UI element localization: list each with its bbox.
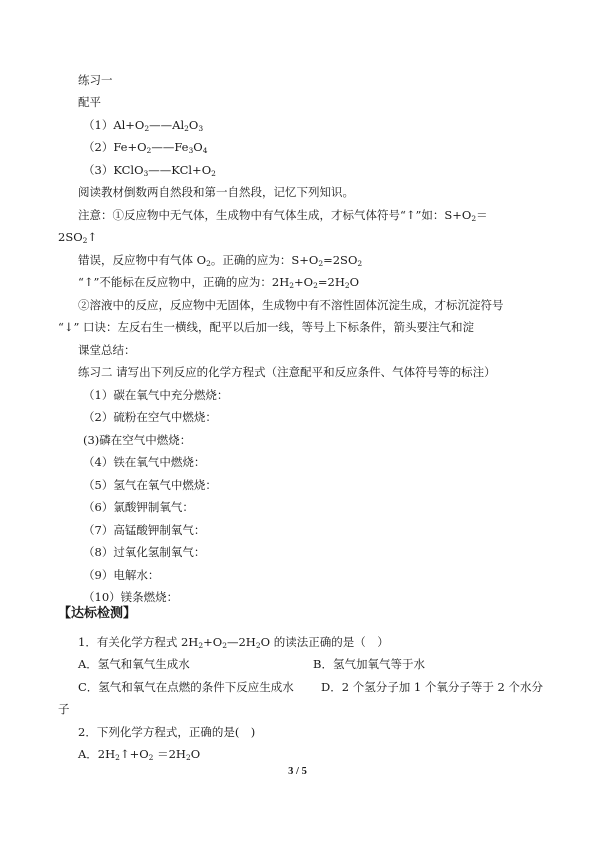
text-run: +O xyxy=(203,635,223,649)
text-run: （7）高锰酸钾制氧气： xyxy=(83,523,206,537)
text-run: （1）Al+O xyxy=(83,118,145,132)
text-run: ②溶液中的反应，反应物中无固体，生成物中有不溶性固体沉淀生成，才标沉淀符号 xyxy=(78,298,504,312)
text-run: O xyxy=(188,118,199,132)
text-run: 。正确的应为：S+O xyxy=(210,253,319,267)
text-run: 2SO xyxy=(58,230,83,244)
text-line xyxy=(78,747,200,761)
text-line xyxy=(313,657,425,671)
text-run: “↓” 口诀：左反右生一横线，配平以后加一线，等号上下标条件，箭头要注气和淀 xyxy=(58,320,475,334)
text-run: ＝2H xyxy=(153,747,186,761)
text-run: 1．有关化学方程式 2H xyxy=(78,635,199,649)
text-line xyxy=(78,208,488,222)
text-run: （6）氯酸钾制氧气： xyxy=(83,500,194,514)
text-run: O 的读法正确的是（ ） xyxy=(260,635,389,649)
text-run: O xyxy=(193,140,203,154)
text-run: 注意：①反应物中无气体，生成物中有气体生成，才标气体符号“↑”如：S+O xyxy=(78,208,472,222)
subscript: 2 xyxy=(313,281,318,290)
text-run: —2H xyxy=(226,635,256,649)
text-run: 练习二 请写出下列反应的化学方程式（注意配平和反应条件、气体符号等的标注） xyxy=(78,365,496,379)
subscript: 2 xyxy=(184,124,189,133)
text-line xyxy=(83,478,217,492)
text-run: A．2H xyxy=(78,747,116,761)
section-heading: 【达标检测】 xyxy=(58,606,137,621)
subscript: 2 xyxy=(146,146,152,155)
page-number: 3 / 5 xyxy=(288,766,307,777)
subscript: 2 xyxy=(222,641,227,650)
subscript: 2 xyxy=(185,753,191,762)
subscript: 2 xyxy=(198,641,204,650)
text-line xyxy=(321,680,543,694)
text-line xyxy=(78,725,255,739)
text-run: +O xyxy=(294,275,314,289)
text-line xyxy=(83,545,205,559)
text-line xyxy=(83,500,194,514)
text-run: （9）电解水： xyxy=(83,568,160,582)
text-line xyxy=(78,635,389,649)
text-line xyxy=(83,568,159,582)
text-run: （2）Fe+O xyxy=(83,140,147,154)
text-run: 错误，反应物中有气体 O xyxy=(78,253,207,267)
text-line xyxy=(78,365,496,379)
subscript: 2 xyxy=(211,169,216,178)
text-line xyxy=(83,523,205,537)
text-run: “↑”不能标在反应物中，正确的应为：2H xyxy=(78,275,290,289)
text-run: (3)磷在空气中燃烧： xyxy=(83,433,192,447)
subscript: 3 xyxy=(188,146,194,155)
text-run: 课堂总结： xyxy=(78,343,136,357)
text-run: （1）碳在氧气中充分燃烧： xyxy=(83,388,229,402)
text-line xyxy=(83,163,216,177)
text-run: ——Al xyxy=(149,118,185,132)
text-run: ——KCl+O xyxy=(148,163,212,177)
text-line xyxy=(78,657,190,671)
text-run: ↑ xyxy=(87,230,98,244)
text-run: C．氢气和氧气在点燃的条件下反应生成水 xyxy=(78,680,294,694)
subscript: 2 xyxy=(471,214,477,223)
text-run: 阅读教材倒数两自然段和第一自然段，记忆下列知识。 xyxy=(78,185,354,199)
text-run: 子 xyxy=(58,702,70,716)
subscript: 3 xyxy=(143,169,149,178)
text-run: （5）氢气在氧气中燃烧： xyxy=(83,478,217,492)
text-run: （3）KClO xyxy=(83,163,144,177)
text-run: （4）铁在氧气中燃烧： xyxy=(83,455,206,469)
text-run: ＝ xyxy=(476,208,488,222)
text-run: （10）镁条燃烧： xyxy=(83,590,179,604)
text-run: （8）过氧化氢制氧气： xyxy=(83,545,206,559)
text-run: O xyxy=(190,747,201,761)
subscript: 2 xyxy=(144,124,150,133)
subscript: 2 xyxy=(344,281,350,290)
text-line xyxy=(78,73,113,87)
text-run: （2）硫粉在空气中燃烧： xyxy=(83,410,217,424)
subscript: 2 xyxy=(318,259,324,268)
text-line xyxy=(78,253,362,267)
text-run: O xyxy=(349,275,360,289)
text-line xyxy=(83,388,228,402)
text-line xyxy=(58,230,97,244)
subscript: 2 xyxy=(148,753,154,762)
text-run: 配平 xyxy=(78,95,101,109)
subscript: 4 xyxy=(202,146,208,155)
subscript: 2 xyxy=(82,236,88,245)
text-line xyxy=(78,185,354,199)
text-run: ↑+O xyxy=(119,747,149,761)
text-line xyxy=(58,702,70,716)
text-line xyxy=(78,343,136,357)
text-line xyxy=(83,118,203,132)
subscript: 3 xyxy=(198,124,204,133)
subscript: 2 xyxy=(206,259,211,268)
text-run: A．氢气和氧气生成水 xyxy=(78,657,190,671)
text-run: 练习一 xyxy=(78,73,113,87)
text-line xyxy=(78,680,294,694)
text-run: =2H xyxy=(317,275,345,289)
text-line xyxy=(83,433,191,447)
subscript: 2 xyxy=(357,259,363,268)
text-line xyxy=(83,410,217,424)
text-run: =2SO xyxy=(323,253,358,267)
text-run: 2．下列化学方程式，正确的是( ) xyxy=(78,725,256,739)
text-run: D．2 个氢分子加 1 个氧分子等于 2 个水分 xyxy=(321,680,543,694)
text-line xyxy=(58,320,474,334)
text-line xyxy=(78,298,504,312)
subscript: 2 xyxy=(289,281,295,290)
text-line xyxy=(83,140,207,154)
text-run: ——Fe xyxy=(151,140,189,154)
text-run: B．氢气加氧气等于水 xyxy=(313,657,425,671)
subscript: 2 xyxy=(115,753,120,762)
text-line xyxy=(83,590,178,604)
text-line xyxy=(83,455,205,469)
text-line xyxy=(78,275,359,289)
subscript: 2 xyxy=(255,641,261,650)
text-line xyxy=(78,95,101,109)
